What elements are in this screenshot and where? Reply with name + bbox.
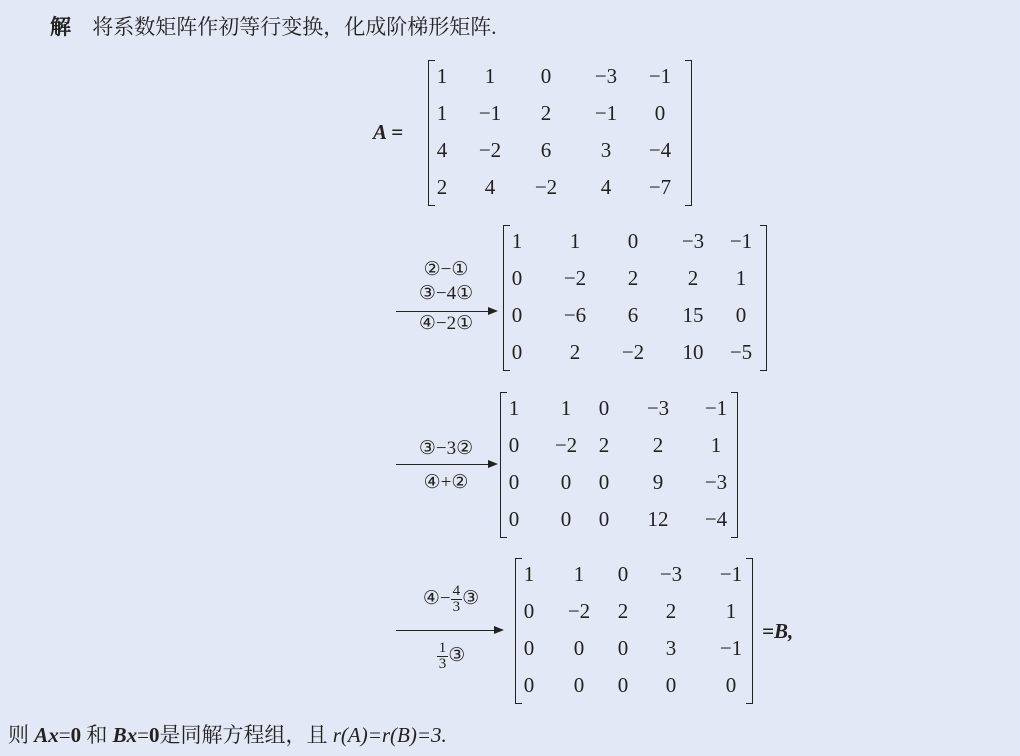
matrix-cell: 0 <box>523 673 535 697</box>
matrix-cell: 1 <box>710 433 722 457</box>
matrix-cell: −1 <box>648 64 672 88</box>
matrix-a <box>428 60 692 206</box>
matrix-cell: −4 <box>648 138 672 162</box>
row-op-step3-bottom: $\frac{1}{3}$ ③ <box>438 640 466 672</box>
matrix-cell: 0 <box>598 396 610 420</box>
matrix-cell: 1 <box>573 562 585 586</box>
matrix-cell: 0 <box>560 507 572 531</box>
matrix-cell: 0 <box>654 101 666 125</box>
matrix-cell: 0 <box>511 340 523 364</box>
matrix-cell: −1 <box>719 636 743 660</box>
intro-line <box>50 11 497 41</box>
matrix-cell: 0 <box>617 673 629 697</box>
matrix-cell: 0 <box>725 673 737 697</box>
matrix-cell: 1 <box>436 101 448 125</box>
matrix-cell: 1 <box>735 266 747 290</box>
row-op-top: ④− $\frac{4}{3}$ ③ <box>422 583 480 615</box>
matrix-cell: −7 <box>648 175 672 199</box>
matrix-cell: 1 <box>725 599 737 623</box>
matrix-cell: 2 <box>598 433 610 457</box>
equals-b: =B, <box>762 619 794 643</box>
matrix-cell: 0 <box>573 636 585 660</box>
matrix-step1 <box>503 225 767 371</box>
matrix-cell: 0 <box>573 673 585 697</box>
fraction: $\frac{4}{3}$ <box>452 583 461 615</box>
matrix-cell: 4 <box>600 175 612 199</box>
matrix-cell: 15 <box>682 303 704 327</box>
matrix-cell: 10 <box>682 340 704 364</box>
matrix-cell: −4 <box>704 507 728 531</box>
matrix-cell: −1 <box>719 562 743 586</box>
row-op: ④−2① <box>418 313 474 334</box>
matrix-cell: 0 <box>508 433 520 457</box>
matrix-cell: 0 <box>598 470 610 494</box>
matrix-cell: 2 <box>627 266 639 290</box>
matrix-cell: −2 <box>554 433 578 457</box>
matrix-cell: 0 <box>508 507 520 531</box>
matrix-cell: 0 <box>508 470 520 494</box>
intro-text: 将系数矩阵作初等行变换，化成阶梯形矩阵. <box>92 15 497 39</box>
matrix-a-label: A = <box>373 120 404 144</box>
row-op: ②−① <box>423 259 469 280</box>
matrix-cell: 0 <box>617 562 629 586</box>
matrix-cell: −3 <box>704 470 728 494</box>
row-op: ③−4① <box>418 283 474 304</box>
matrix-cell: 4 <box>436 138 448 162</box>
matrix-cell: 1 <box>511 229 523 253</box>
matrix-cell: 9 <box>652 470 664 494</box>
matrix-cell: −5 <box>729 340 753 364</box>
matrix-cell: 1 <box>508 396 520 420</box>
matrix-cell: −2 <box>567 599 591 623</box>
matrix-cell: −2 <box>563 266 587 290</box>
matrix-cell: −1 <box>704 396 728 420</box>
matrix-cell: −2 <box>621 340 645 364</box>
matrix-cell: 0 <box>617 636 629 660</box>
fraction: $\frac{1}{3}$ <box>438 640 447 672</box>
matrix-cell: 2 <box>665 599 677 623</box>
matrix-cell: −1 <box>594 101 618 125</box>
matrix-cell: 6 <box>540 138 552 162</box>
matrix-cell: 2 <box>617 599 629 623</box>
arrow <box>396 630 496 631</box>
row-op: ③−3② <box>418 438 474 459</box>
matrix-cell: 0 <box>627 229 639 253</box>
matrix-cell: −3 <box>659 562 683 586</box>
row-op-step3 <box>396 584 506 615</box>
matrix-cell: 2 <box>687 266 699 290</box>
matrix-cell: 0 <box>511 303 523 327</box>
matrix-cell: −3 <box>681 229 705 253</box>
row-op-step1 <box>396 258 496 336</box>
row-op-step2 <box>396 437 496 495</box>
matrix-cell: 0 <box>560 470 572 494</box>
matrix-cell: 3 <box>600 138 612 162</box>
matrix-cell: −1 <box>478 101 502 125</box>
matrix-cell: 0 <box>523 599 535 623</box>
matrix-cell: 4 <box>484 175 496 199</box>
arrow-head-icon <box>494 626 504 634</box>
arrow <box>396 464 490 465</box>
matrix-cell: 0 <box>511 266 523 290</box>
solution-label: 解 <box>50 15 71 39</box>
matrix-cell: 2 <box>652 433 664 457</box>
matrix-cell: 0 <box>523 636 535 660</box>
matrix-cell: 12 <box>647 507 669 531</box>
matrix-cell: −3 <box>594 64 618 88</box>
matrix-cell: 2 <box>436 175 448 199</box>
matrix-b <box>515 558 753 704</box>
matrix-cell: −1 <box>729 229 753 253</box>
matrix-cell: 1 <box>523 562 535 586</box>
matrix-cell: 1 <box>569 229 581 253</box>
matrix-cell: −6 <box>563 303 587 327</box>
row-op: ④+② <box>423 472 469 493</box>
matrix-cell: 2 <box>569 340 581 364</box>
matrix-cell: 3 <box>665 636 677 660</box>
matrix-cell: 0 <box>735 303 747 327</box>
matrix-cell: 0 <box>598 507 610 531</box>
matrix-cell: 1 <box>560 396 572 420</box>
matrix-cell: 6 <box>627 303 639 327</box>
matrix-cell: 0 <box>665 673 677 697</box>
matrix-step2 <box>500 392 738 538</box>
arrow-head-icon <box>488 460 498 468</box>
arrow <box>396 311 490 312</box>
matrix-cell: 2 <box>540 101 552 125</box>
matrix-cell: −2 <box>478 138 502 162</box>
matrix-cell: 1 <box>484 64 496 88</box>
matrix-cell: 0 <box>540 64 552 88</box>
matrix-cell: −2 <box>534 175 558 199</box>
matrix-cell: 1 <box>436 64 448 88</box>
conclusion-line: 则 Ax=0 和 Bx=0是同解方程组，且 r(A)=r(B)=3. <box>8 723 447 747</box>
matrix-cell: −3 <box>646 396 670 420</box>
